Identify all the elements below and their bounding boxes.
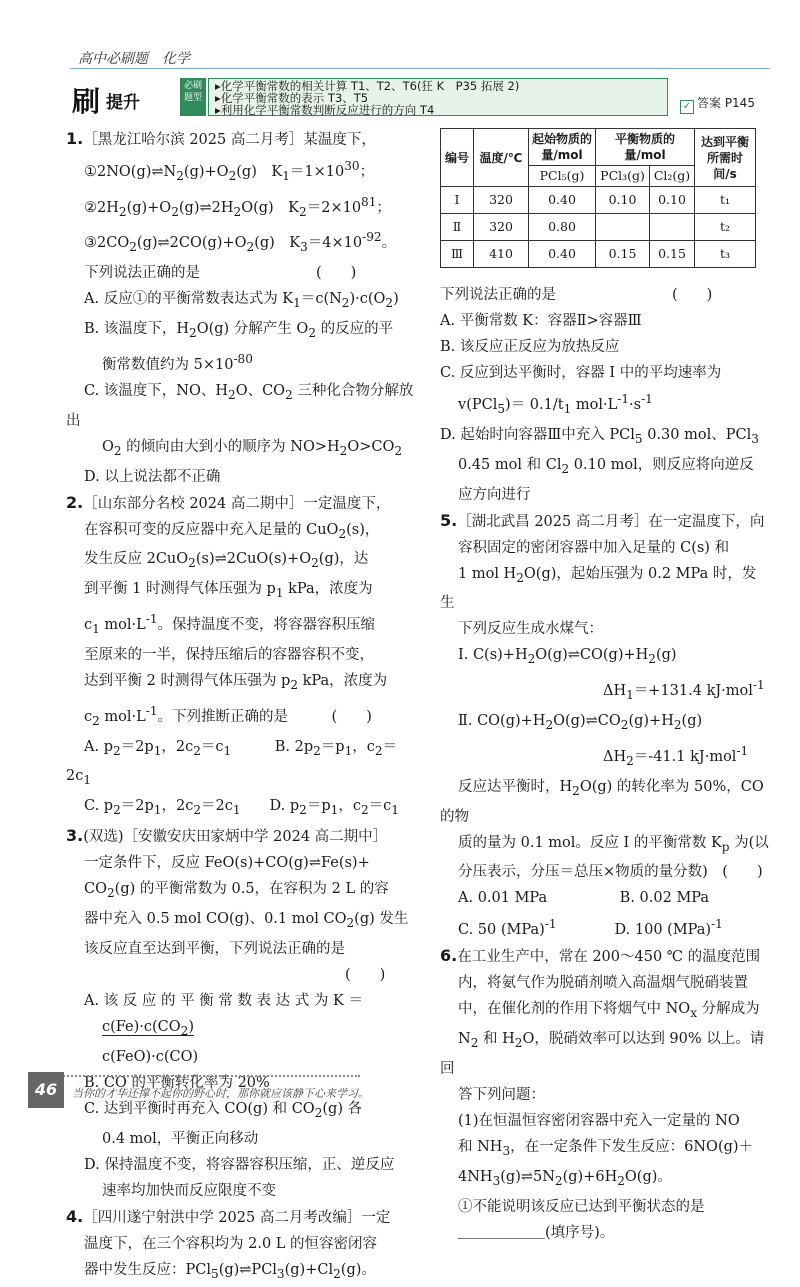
table-cell: 0.15	[650, 241, 695, 268]
text-line: D. 以上说法都不正确	[84, 468, 221, 485]
text-line: 3.(双选)［安徽安庆田家炳中学 2024 高二期中］	[66, 826, 388, 846]
footer-rule	[60, 1075, 360, 1078]
text-line: 6.在工业生产中，常在 200～450 ℃ 的温度范围	[440, 946, 761, 966]
table-cell: 0.10	[650, 187, 695, 214]
table-cell: 410	[474, 241, 529, 268]
answer-reference	[680, 94, 755, 114]
table-cell: 0.15	[596, 241, 650, 268]
text-line: A. 反应①的平衡常数表达式为 $K_1=c(N_2)\cdot c(O_2)$	[84, 291, 399, 311]
table-cell: 320	[474, 214, 529, 241]
topic-line: ▸利用化学平衡常数判断反应进行的方向 T4	[215, 103, 435, 117]
table-row	[441, 187, 756, 214]
text-line: $v(PCl_5)= 0.1/t_1$ $mol\cdot L^{-1}\cdot s^{-1}$	[458, 392, 653, 416]
left-column	[66, 126, 416, 1287]
text-line: ①不能说明该反应已达到平衡状态的是	[458, 1198, 705, 1215]
table-cell: 0.40	[529, 187, 596, 214]
text-line: 内，将氨气作为脱硝剂喷入高温烟气脱硝装置	[458, 975, 748, 992]
text-line: $\Delta H_1=+131.4$ kJ·mol$^{-1}$	[458, 678, 765, 702]
text-line: 发生反应 $2CuO_2(s)\rightleftharpoons 2CuO(s)+O_2(g)$，达	[84, 551, 369, 571]
text-line: 衡常数值约为 $5\times 10^{-80}$	[102, 351, 253, 373]
table-cell	[650, 214, 695, 241]
text-line: 一定条件下，反应 FeO(s)+CO(g)⇌Fe(s)+	[84, 855, 370, 872]
text-line: 答下列问题：	[458, 1087, 545, 1103]
text-line: 到平衡 1 时测得气体压强为 $p_1$ kPa，浓度为	[84, 581, 373, 601]
table-subheader: Cl₂(g)	[650, 166, 695, 187]
table-cell: Ⅲ	[441, 241, 474, 268]
text-line: A. 该 反 应 的 平 衡 常 数 表 达 式 为 K ＝	[84, 993, 363, 1009]
brand-logo	[72, 78, 182, 118]
text-line: 0.4 mol，平衡正向移动	[102, 1130, 259, 1147]
text-line: $c_2$ $mol\cdot L^{-1}$。下列推断正确的是 ( )	[84, 703, 372, 728]
text-line: 下列说法正确的是 ( )	[440, 287, 713, 303]
text-line: B. 该反应正反应为放热反应	[440, 339, 620, 355]
text-line: ( )	[84, 967, 386, 983]
text-line: 至原来的一半，保持压缩后的容器容积不变，	[84, 646, 374, 663]
text-line: $c(Fe)\cdot c(CO_2)$	[102, 1019, 195, 1038]
running-header: 高中必刷题 化学	[78, 51, 190, 67]
table-cell: 0.40	[529, 241, 596, 268]
table-cell: t₁	[695, 187, 756, 214]
text-line: 应方向进行	[458, 486, 531, 503]
table-cell: 320	[474, 187, 529, 214]
table-header: 达到平衡所需时间/s	[695, 129, 756, 187]
table-row	[441, 214, 756, 241]
text-line: 分压表示，分压＝总压×物质的量分数) ( )	[458, 864, 763, 881]
text-line: c(FeO)·c(CO)	[102, 1048, 199, 1065]
table-cell: 0.10	[596, 187, 650, 214]
text-line: $c_1$ $mol\cdot L^{-1}$。保持温度不变，将容器容积压缩	[84, 612, 376, 636]
text-line: $①2NO(g)\rightleftharpoons N_2(g)+O_2(g)$ $K_1=1\times 10^{30}$；	[84, 159, 375, 183]
topic-line: ▸化学平衡常数的相关计算 T1、T2、T6(狂 K P35 拓展 2)	[215, 79, 520, 93]
text-line: Ⅰ. $C(s)+H_2O(g)\rightleftharpoons CO(g)+H_2(g)$	[458, 647, 677, 667]
table-header: 平衡物质的量/mol	[596, 129, 695, 166]
table-cell: t₃	[695, 241, 756, 268]
table-cell: t₂	[695, 214, 756, 241]
text-line: A. $p_2=2p_1$，$2c_2=c_1$ B. $2p_2=p_1$，$c_2=2c_1$	[66, 738, 398, 788]
table-cell: Ⅱ	[441, 214, 474, 241]
text-line: 0.45 mol 和 $Cl_2$ 0.10 mol，则反应将向逆反	[458, 456, 754, 476]
table-row	[441, 241, 756, 268]
text-line: C. $p_2=2p_1$，$2c_2=2c_1$ D. $p_2=p_1$，$c_2=c_1$	[84, 798, 399, 818]
answer-text: 答案 P145	[697, 96, 755, 110]
checkbox-icon: ✓	[680, 100, 694, 114]
text-line: 4.［四川遂宁射洪中学 2025 高二月考改编］一定	[66, 1206, 391, 1226]
text-line: 该反应直至达到平衡，下列说法正确的是	[84, 941, 345, 957]
text-line: 温度下，在三个容积均为 2.0 L 的恒容密闭容	[84, 1235, 378, 1252]
text-line: A. 0.01 MPa B. 0.02 MPa	[458, 890, 710, 907]
text-line: 中，在催化剂的作用下将烟气中 $NO_x$ 分解成为	[458, 1001, 760, 1021]
text-line: 1.［黑龙江哈尔滨 2025 高二月考］某温度下，	[66, 129, 376, 148]
header-rule	[70, 68, 770, 69]
text-line: 5.［湖北武昌 2025 高二月考］在一定温度下，向	[440, 510, 765, 530]
text-line: 容积固定的密闭容器中加入足量的 C(s) 和	[458, 539, 730, 556]
text-line: 器中发生反应：$PCl_5(g)\rightleftharpoons PCl_3(g)+Cl_2(g)$。	[84, 1261, 376, 1281]
text-line: $②2H_2(g)+O_2(g)\rightleftharpoons 2H_2O(g)$ $K_2=2\times 10^{81}$；	[84, 194, 391, 219]
text-line: $\Delta H_2=-41.1$ kJ·mol$^{-1}$	[458, 743, 749, 768]
table-subheader: PCl₅(g)	[529, 166, 596, 187]
text-line: (1)在恒温恒容密闭容器中充入一定量的 NO	[458, 1113, 740, 1129]
text-line: $O_2$ 的倾向由大到小的顺序为 $NO>H_2O>CO_2$	[102, 438, 403, 458]
text-line: $N_2$ 和 $H_2O$，脱硝效率可以达到 90% 以上。请回	[440, 1031, 765, 1077]
text-line: 器中充入 0.5 mol CO(g)、0.1 mol $CO_2(g)$ 发生	[84, 911, 409, 930]
text-line: D. 保持温度不变，将容器容积压缩，正、逆反应	[84, 1156, 395, 1173]
text-line: B. 该温度下，$H_2O(g)$ 分解产生 $O_2$ 的反应的平	[84, 321, 394, 340]
data-table	[440, 128, 756, 268]
topic-line: ▸化学平衡常数的表示 T3、T5	[215, 91, 369, 105]
text-line: B. CO 的平衡转化率为 20%	[84, 1074, 270, 1091]
text-line: $③2CO_2(g)\rightleftharpoons 2CO(g)+O_2(g)$ $K_3=4\times 10^{-92}$。	[84, 230, 397, 255]
text-line: $4NH_3(g)\rightleftharpoons 5N_2(g)+6H_2O(g)$。	[458, 1168, 672, 1188]
brand-sub: 提升	[106, 93, 140, 113]
text-line: 1 mol $H_2O(g)$，起始压强为 0.2 MPa 时，发生	[440, 565, 757, 612]
text-line: C. 达到平衡时再充入 CO(g) 和 $CO_2(g)$ 各	[84, 1100, 363, 1120]
text-line: 速率均加快而反应限度不变	[102, 1182, 276, 1199]
text-line: A. 平衡常数 K：容器Ⅱ>容器Ⅲ	[440, 313, 642, 329]
text-line: $CO_2(g)$ 的平衡常数为 0.5，在容积为 2 L 的容	[84, 881, 389, 901]
text-line: 在容积可变的反应器中充入足量的 CuO$_2$(s)，	[84, 521, 380, 541]
page-number: 46	[28, 1072, 64, 1108]
table-header: 温度/℃	[474, 129, 529, 187]
text-line: C. 该温度下，NO、$H_2O$、$CO_2$ 三种化合物分解放出	[66, 382, 414, 429]
table-header: 编号	[441, 129, 474, 187]
text-line: 质的量为 0.1 mol。反应 Ⅰ 的平衡常数 $K_p$ 为(以	[458, 834, 769, 854]
text-line: 下列反应生成水煤气：	[458, 621, 603, 638]
text-line: Ⅱ. $CO(g)+H_2O(g)\rightleftharpoons CO_2(g)+H_2(g)$	[458, 713, 703, 732]
text-line: C. 50 (MPa)$^{-1}$ D. 100 (MPa)$^{-1}$	[458, 917, 723, 939]
question-type-tag: 必刷题型	[180, 78, 206, 116]
table-header: 起始物质的量/mol	[529, 129, 596, 166]
table-cell: Ⅰ	[441, 187, 474, 214]
text-line: 达到平衡 2 时测得气体压强为 $p_2$ kPa，浓度为	[84, 672, 388, 692]
text-line: 下列说法正确的是 ( )	[84, 265, 357, 282]
footer-motto: 当你的才华还撑不起你的野心时，那你就应该静下心来学习。	[72, 1087, 369, 1100]
table-cell	[596, 214, 650, 241]
right-column	[440, 282, 770, 1246]
table-cell: 0.80	[529, 214, 596, 241]
text-line: ＿＿＿＿＿＿(填序号)。	[458, 1224, 615, 1241]
brand-main: 刷	[72, 85, 101, 118]
text-line: 2.［山东部分名校 2024 高二期中］一定温度下，	[66, 492, 391, 512]
text-line: 反应达平衡时，$H_2O(g)$ 的转化率为 50%，CO 的物	[440, 778, 764, 825]
text-line: C. 反应到达平衡时，容器 Ⅰ 中的平均速率为	[440, 365, 722, 381]
text-line: 和 $NH_3$，在一定条件下发生反应：6NO(g)＋	[458, 1139, 754, 1158]
topics-box	[208, 78, 668, 116]
text-line: D. 起始时向容器Ⅲ中充入 PCl$_5$ 0.30 mol、PCl$_3$	[440, 426, 759, 446]
table-subheader: PCl₃(g)	[596, 166, 650, 187]
